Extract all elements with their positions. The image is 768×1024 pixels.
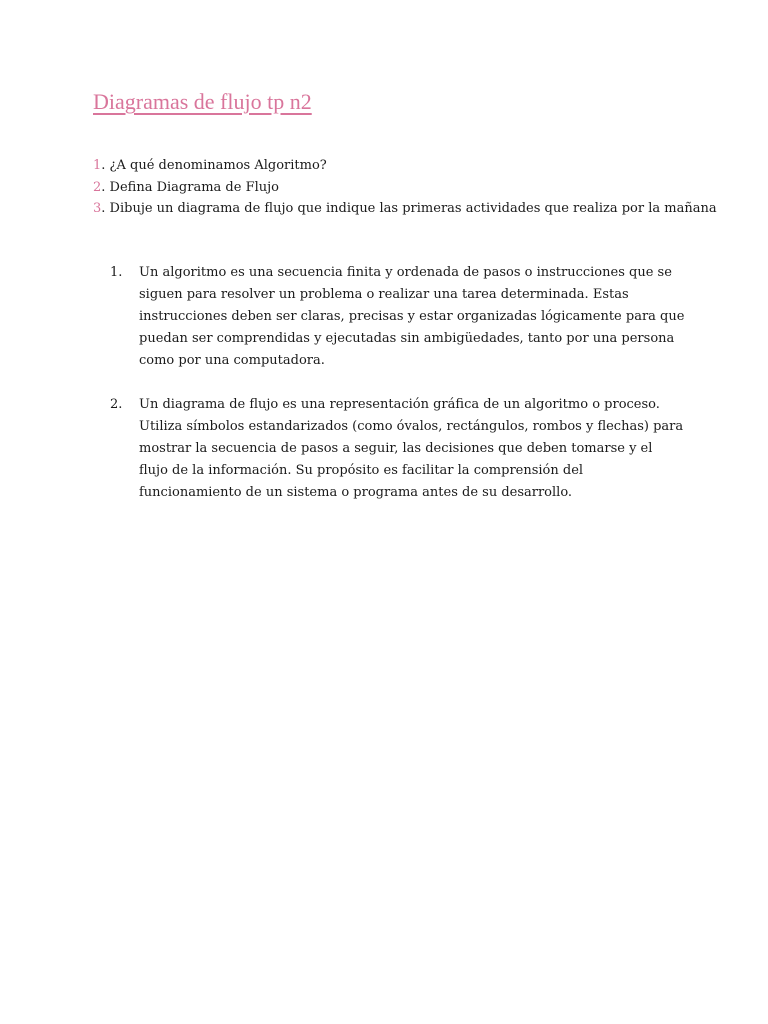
question-text: . ¿A qué denominamos Algoritmo?	[101, 158, 327, 173]
answer-text: Un diagrama de flujo es una representación gráfica de un algoritmo o proceso. Utiliza símbolos estandarizados (como óvalos, rectángulos, rombos y flechas) para mostrar la secuencia de pasos a seguir, las decisiones que deben tomarse y el flujo de la información. Su propósito es facilitar la comprensión del funcionamiento de un sistema o programa antes de su desarrollo.	[139, 397, 684, 500]
answer-number: 2.	[110, 397, 123, 412]
questions-list	[93, 155, 717, 220]
question-number: 3	[93, 201, 102, 216]
answer-item	[110, 262, 685, 372]
answer-text: Un algoritmo es una secuencia finita y ordenada de pasos o instrucciones que se siguen para resolver un problema o realizar una tarea determinada. Estas instrucciones deben ser claras, precisas y estar organizadas lógicamente para que puedan ser comprendidas y ejecutadas sin ambigüedades, tanto por una persona como por una computadora.	[139, 265, 685, 368]
question-number: 2	[93, 179, 102, 195]
question-item	[93, 177, 717, 199]
question-item	[93, 198, 717, 220]
answer-item	[110, 394, 685, 504]
document-title: Diagramas de flujo tp n2	[93, 89, 312, 114]
question-text: . Defina Diagrama de Flujo	[101, 179, 279, 195]
question-text: . Dibuje un diagrama de flujo que indique las primeras actividades que realiza por la mañana	[101, 201, 717, 216]
answers-list	[110, 262, 685, 526]
question-number: 1	[93, 158, 102, 173]
answer-number: 1.	[110, 265, 123, 280]
question-item	[93, 155, 717, 177]
